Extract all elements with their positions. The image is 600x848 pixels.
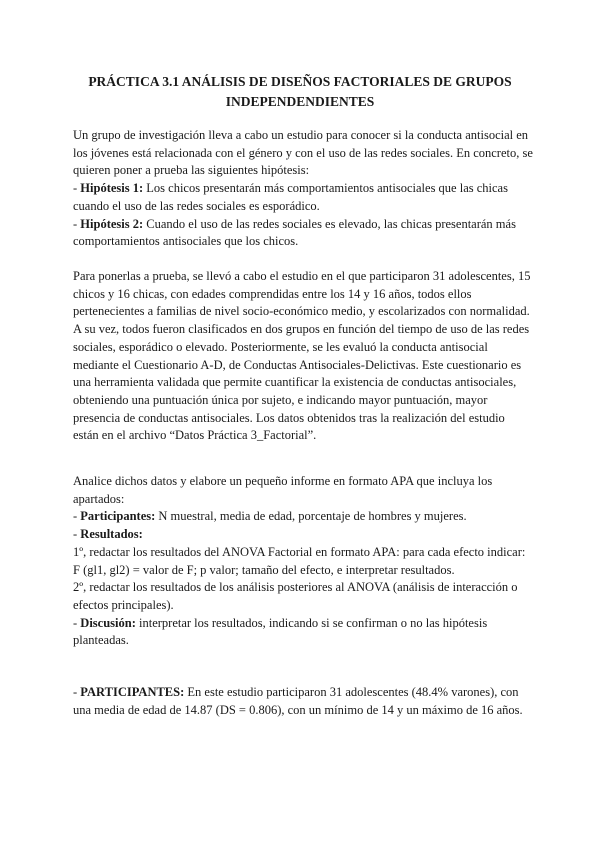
task-discussion-label: Discusión: xyxy=(80,615,136,630)
task-discussion-text: interpretar los resultados, indicando si se confirman o no las hipótesis planteadas. xyxy=(73,615,488,648)
hypothesis-1-text: Los chicos presentarán más comportamientos antisociales que las chicas cuando el uso de las redes sociales es esporádico. xyxy=(73,181,508,213)
hypothesis-2-prefix: - xyxy=(73,216,81,231)
method-section xyxy=(73,268,533,445)
hypothesis-2 xyxy=(73,216,533,251)
task-results-label: Resultados: xyxy=(80,527,143,542)
task-results xyxy=(73,526,533,544)
intro-paragraph: Un grupo de investigación lleva a cabo un estudio para conocer si la conducta antisocial en los jóvenes está relacionada con el género y con el uso de las redes sociales. En concreto, se quieren poner a prueba las siguientes hipótesis: xyxy=(73,128,533,178)
hypothesis-1 xyxy=(73,180,533,215)
task-results-item-2: 2º, redactar los resultados de los análisis posteriores al ANOVA (análisis de interacción o efectos principales). xyxy=(73,580,518,612)
intro-section xyxy=(73,127,533,251)
method-paragraph: Para ponerlas a prueba, se llevó a cabo el estudio en el que participaron 31 adolescentes, 15 chicos y 16 chicas, con edades comprendidas entre los 14 y 16 años, todos ellos pertenecientes a familias de nivel socio-económico medio, y escolarizados con normalidad. A su vez, todos fueron clasificados en dos grupos en función del tiempo de uso de las redes sociales, esporádico o elevado. Posteriormente, se les evaluó la conducta antisocial mediante el Cuestionario A-D, de Conductas Antisociales-Delictivas. Este cuestionario es una herramienta validada que permite cuantificar la existencia de conductas antisociales, obteniendo una puntuación única por sujeto, e indicando mayor puntuación, mayor presencia de conductas antisociales. Los datos obtenidos tras la realización del estudio están en el archivo “Datos Práctica 3_Factorial”. xyxy=(73,269,531,443)
task-intro: Analice dichos datos y elabore un pequeño informe en formato APA que incluya los apartados: xyxy=(73,474,493,506)
task-participants xyxy=(73,508,533,526)
participants-text: En este estudio participaron 31 adolescentes (48.4% varones), con una media de edad de 14.87 (DS = 0.806), con un mínimo de 14 y un máximo de 16 años. xyxy=(73,685,523,717)
participants-label: PARTICIPANTES: xyxy=(80,685,185,699)
participants-paragraph xyxy=(73,684,533,719)
hypothesis-1-label: Hipótesis 1: xyxy=(80,181,144,196)
task-participants-label: Participantes: xyxy=(80,509,156,524)
participants-prefix: - xyxy=(73,685,81,699)
task-section xyxy=(73,473,533,650)
document-title: PRÁCTICA 3.1 ANÁLISIS DE DISEÑOS FACTORIALES DE GRUPOS INDEPENDENDIENTES xyxy=(88,74,512,109)
task-discussion-prefix: - xyxy=(73,615,81,630)
hypothesis-2-label: Hipótesis 2: xyxy=(80,216,144,231)
task-results-item-1: 1º, redactar los resultados del ANOVA Factorial en formato APA: para cada efecto indicar: F (gl1, gl2) = valor de F; p valor; tamaño del efecto, e interpretar resultados. xyxy=(73,544,526,577)
participants-section xyxy=(73,684,533,719)
task-results-prefix: - xyxy=(73,527,81,542)
hypothesis-2-text: Cuando el uso de las redes sociales es elevado, las chicas presentarán más comportamientos antisociales que los chicos. xyxy=(73,216,516,249)
task-participants-prefix: - xyxy=(73,509,81,524)
task-discussion xyxy=(73,615,533,650)
task-participants-text: N muestral, media de edad, porcentaje de hombres y mujeres. xyxy=(155,509,467,524)
hypothesis-1-prefix: - xyxy=(73,181,81,196)
